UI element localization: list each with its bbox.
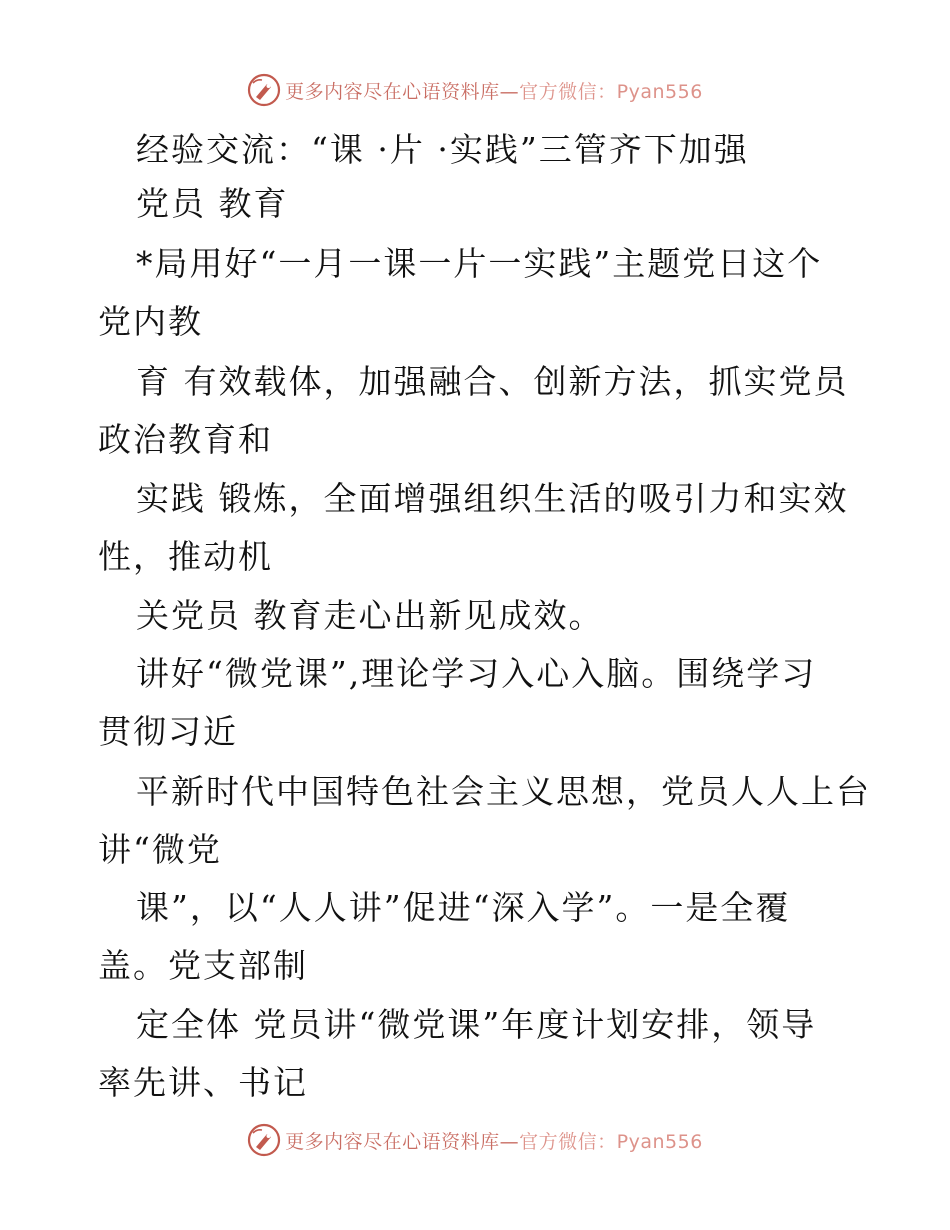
document-line: 课”，以“人人讲”促进“深入学”。一是全覆 <box>136 888 791 927</box>
document-line: 实践 锻炼，全面增强组织生活的吸引力和实效 <box>136 479 849 518</box>
watermark-main-text: 更多内容尽在心语资料库 <box>285 1130 500 1153</box>
document-line: 政治教育和 <box>98 420 273 459</box>
watermark-separator: — <box>499 80 520 103</box>
document-line: 育 有效载体，加强融合、创新方法，抓实党员 <box>136 362 849 401</box>
pen-nib-logo-icon <box>247 73 281 107</box>
document-line: 关党员 教育走心出新见成效。 <box>136 596 604 635</box>
document-line: 率先讲、书记 <box>98 1063 308 1102</box>
watermark-group <box>247 1123 703 1157</box>
watermark-wechat-text: 官方微信：Pyan556 <box>519 1130 703 1153</box>
document-line: 盖。党支部制 <box>98 946 308 985</box>
document-line: 定全体 党员讲“微党课”年度计划安排，领导 <box>136 1005 817 1044</box>
document-line: *局用好“一月一课一片一实践”主题党日这个 <box>136 244 823 283</box>
watermark-main-text: 更多内容尽在心语资料库 <box>285 80 500 103</box>
document-line: 贯彻习近 <box>98 712 238 751</box>
watermark-separator: — <box>499 1130 520 1153</box>
footer-watermark <box>0 1120 950 1160</box>
watermark-group <box>247 73 703 107</box>
document-line: 平新时代中国特色社会主义思想，党员人人上台 <box>136 772 871 811</box>
watermark-wechat-text: 官方微信：Pyan556 <box>519 80 703 103</box>
document-line: 性，推动机 <box>98 537 273 576</box>
document-line: 党内教 <box>98 302 203 341</box>
watermark-text <box>285 1127 703 1154</box>
watermark-text <box>285 77 703 104</box>
document-line: 讲好“微党课”,理论学习入心入脑。围绕学习 <box>136 654 817 693</box>
document-line: 党员 教育 <box>136 184 289 223</box>
pen-nib-logo-icon <box>247 1123 281 1157</box>
document-line: 讲“微党 <box>98 830 222 869</box>
header-watermark <box>0 70 950 110</box>
document-line: 经验交流：“课 ·片 ·实践”三管齐下加强 <box>136 130 749 169</box>
